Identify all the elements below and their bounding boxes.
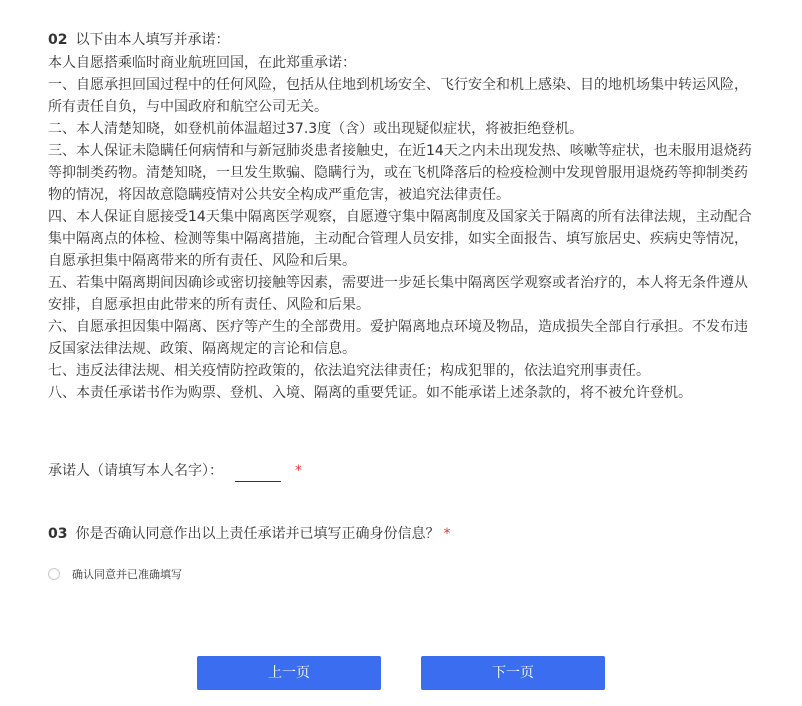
question-02-text: 以下由本人填写并承诺： [75, 32, 230, 48]
question-02-title [48, 30, 229, 50]
signer-name-input[interactable] [235, 463, 281, 482]
commitment-clause-1: 一、自愿承担回国过程中的任何风险，包括从住地到机场安全、飞行安全和机上感染、目的地机场集中转运风险，所有责任自负，与中国政府和航空公司无关。 [48, 77, 748, 115]
required-mark: * [295, 463, 302, 479]
commitment-text [48, 52, 760, 404]
commitment-clause-7: 七、违反法律法规、相关疫情防控政策的，依法追究法律责任；构成犯罪的，依法追究刑事责任。 [48, 363, 650, 379]
question-03-number: 03 [48, 526, 68, 542]
commitment-clause-2: 二、本人清楚知晓，如登机前体温超过37.3度（含）或出现疑似症状，将被拒绝登机。 [48, 121, 584, 137]
commitment-clause-4: 四、本人保证自愿接受14天集中隔离医学观察，自愿遵守集中隔离制度及国家关于隔离的所有法律法规，主动配合集中隔离点的体检、检测等集中隔离措施，主动配合管理人员安排，如实全面报告、填写旅居史、疾病史等情况，自愿承担集中隔离带来的所有责任、风险和后果。 [48, 209, 752, 269]
question-03-text: 你是否确认同意作出以上责任承诺并已填写正确身份信息？ [75, 526, 440, 542]
commitment-clause-3: 三、本人保证未隐瞒任何病情和与新冠肺炎患者接触史，在近14天之内未出现发热、咳嗽等症状，也未服用退烧药等抑制类药物。清楚知晓，一旦发生欺骗、隐瞒行为，或在飞机降落后的检疫检测中发现曾服用退烧药等抑制类药物的情况，将因故意隐瞒疫情对公共安全构成严重危害，被追究法律责任。 [48, 143, 752, 203]
question-02-number: 02 [48, 32, 68, 48]
commitment-clause-6: 六、自愿承担因集中隔离、医疗等产生的全部费用。爱护隔离地点环境及物品，造成损失全部自行承担。不发布违反国家法律法规、政策、隔离规定的言论和信息。 [48, 319, 748, 357]
radio-button[interactable] [48, 568, 60, 580]
confirm-option-label[interactable]: 确认同意并已准确填写 [72, 568, 182, 581]
commitment-clause-5: 五、若集中隔离期间因确诊或密切接触等因素，需要进一步延长集中隔离医学观察或者治疗的，本人将无条件遵从安排，自愿承担由此带来的所有责任、风险和后果。 [48, 275, 748, 313]
signer-label: 承诺人（请填写本人名字）： [48, 463, 223, 479]
commitment-intro: 本人自愿搭乘临时商业航班回国，在此郑重承诺： [48, 55, 356, 71]
prev-page-button[interactable]: 上一页 [197, 656, 381, 690]
confirm-option[interactable] [48, 566, 182, 582]
signer-row [48, 460, 302, 482]
required-mark: * [443, 526, 451, 542]
commitment-clause-8: 八、本责任承诺书作为购票、登机、入境、隔离的重要凭证。如不能承诺上述条款的，将不被允许登机。 [48, 385, 692, 401]
next-page-button[interactable]: 下一页 [421, 656, 605, 690]
question-03-title [48, 524, 450, 544]
